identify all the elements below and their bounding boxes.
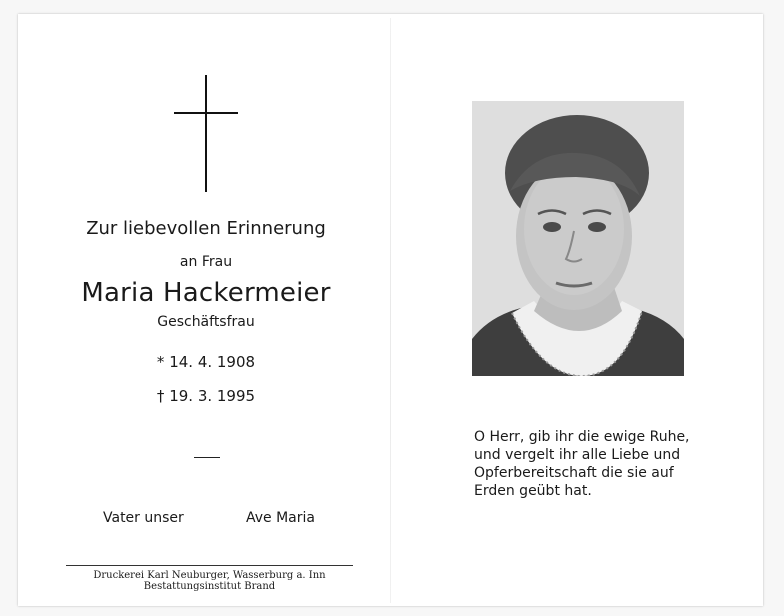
printer-line-1: Druckerei Karl Neuburger, Wasserburg a. Inn [93, 570, 326, 581]
intro-text: Zur liebevollen Erinnerung [86, 218, 326, 239]
verse-line: und vergelt ihr alle Liebe und [474, 447, 681, 463]
death-date: † 19. 3. 1995 [156, 387, 256, 405]
card-fold [390, 18, 391, 603]
portrait-photo [472, 101, 684, 376]
footer-rule [66, 565, 353, 566]
salutation-text: an Frau [179, 254, 233, 270]
prayer-ave-maria: Ave Maria [246, 510, 315, 526]
verse-block [474, 428, 714, 500]
verse-line: Opferbereitschaft die sie auf [474, 465, 674, 481]
occupation-text: Geschäftsfrau [157, 314, 255, 330]
printer-line-2: Bestattungsinstitut Brand [143, 581, 276, 592]
verse-line: O Herr, gib ihr die ewige Ruhe, [474, 429, 690, 445]
divider-dash [194, 457, 220, 458]
deceased-name: Maria Hackermeier [81, 278, 331, 308]
verse-line: Erden geübt hat. [474, 483, 592, 499]
birth-date: * 14. 4. 1908 [156, 353, 256, 371]
prayer-vater-unser: Vater unser [103, 510, 184, 526]
